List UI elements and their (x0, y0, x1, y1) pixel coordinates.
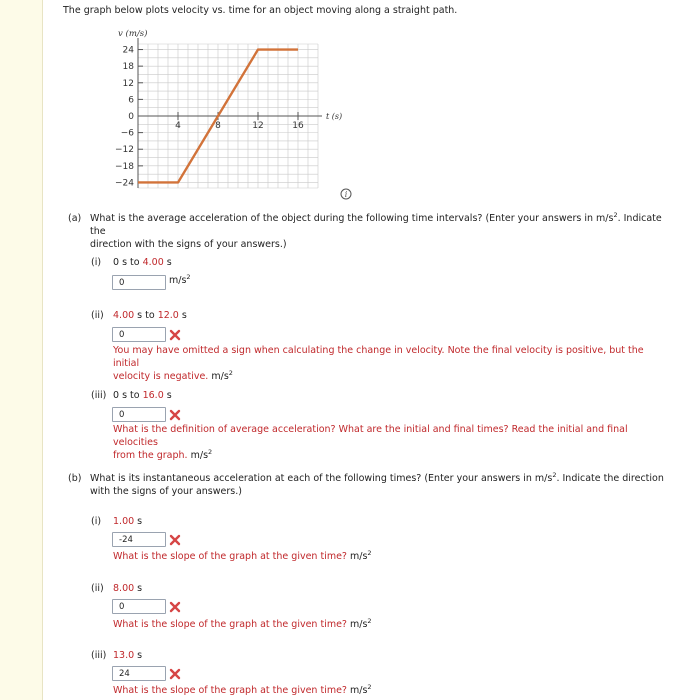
a-ii-number: (ii) (91, 310, 104, 321)
b-ii-answer-input[interactable]: 0 (112, 599, 166, 614)
y-tick-label: 12 (122, 78, 134, 89)
wrong-x-icon (169, 668, 181, 680)
b-ii-number: (ii) (91, 583, 104, 594)
a-i-unit: $m/s^2$ (169, 272, 191, 286)
wrong-x-icon (169, 601, 181, 613)
y-axis-label: v (m/s) (118, 29, 148, 39)
a-ii-feedback: You may have omitted a sign when calculating the change in velocity. Note the final velocity is positive, but the initial velocity is negative. $m/s^2$ (113, 345, 644, 382)
b-iii-number: (iii) (91, 650, 107, 661)
b-i-question: 1.00 s (113, 516, 143, 527)
left-margin-bar (0, 0, 43, 700)
y-tick-label: −18 (115, 161, 134, 172)
b-ii-question: 8.00 s (113, 583, 143, 594)
chart-ticks (115, 46, 304, 189)
wrong-x-icon (169, 329, 181, 341)
a-ii-question: 4.00 s to 12.0 s (113, 310, 187, 321)
y-tick-label: −6 (120, 128, 134, 139)
b-iii-question: 13.0 s (113, 650, 143, 661)
part-a-label: (a) (68, 213, 82, 224)
part-b-label: (b) (68, 473, 82, 484)
x-axis-label: t (s) (326, 112, 343, 121)
a-iii-answer-input[interactable]: 0 (112, 407, 166, 422)
x-tick-label: 8 (215, 121, 221, 131)
velocity-time-chart (100, 24, 350, 196)
a-iii-feedback: What is the definition of average acceleration? What are the initial and final times? Read the initial and final velocities from the graph. $m/s^2$ (113, 424, 628, 461)
chart-axes (118, 28, 342, 188)
a-iii-question: 0 s to 16.0 s (113, 390, 172, 401)
b-ii-feedback: What is the slope of the graph at the given time? $m/s^2$ (113, 616, 372, 630)
a-iii-number: (iii) (91, 390, 107, 401)
y-tick-label: −12 (115, 145, 134, 156)
x-tick-label: 12 (252, 121, 264, 131)
b-iii-feedback: What is the slope of the graph at the given time? $m/s^2$ (113, 682, 372, 696)
x-tick-label: 16 (292, 121, 304, 131)
x-tick-label: 4 (175, 121, 181, 131)
b-i-answer-input[interactable]: -24 (112, 532, 166, 547)
y-tick-label: −24 (115, 178, 134, 189)
wrong-x-icon (169, 409, 181, 421)
part-a-prompt: What is the average acceleration of the object during the following time intervals? (Enter your answers in $m/s^2$. Indicate the direction with the signs of your answers.) (90, 210, 662, 250)
y-tick-label: 18 (122, 62, 134, 73)
y-tick-label: 0 (128, 112, 134, 122)
a-i-answer-input[interactable]: 0 (112, 275, 166, 290)
intro-text: The graph below plots velocity vs. time for an object moving along a straight path. (63, 5, 458, 16)
info-icon[interactable] (340, 188, 352, 200)
b-i-feedback: What is the slope of the graph at the given time? $m/s^2$ (113, 548, 372, 562)
y-tick-label: 6 (128, 95, 134, 106)
a-i-question: 0 s to 4.00 s (113, 257, 172, 268)
part-b-prompt: What is its instantaneous acceleration at each of the following times? (Enter your answers in $m/s^2$. Indicate the direction with the signs of your answers.) (90, 470, 664, 497)
y-tick-label: 24 (122, 45, 134, 56)
a-ii-answer-input[interactable]: 0 (112, 327, 166, 342)
svg-text:i: i (344, 190, 348, 199)
b-iii-answer-input[interactable]: 24 (112, 666, 166, 681)
wrong-x-icon (169, 534, 181, 546)
a-i-number: (i) (91, 257, 102, 268)
b-i-number: (i) (91, 516, 102, 527)
